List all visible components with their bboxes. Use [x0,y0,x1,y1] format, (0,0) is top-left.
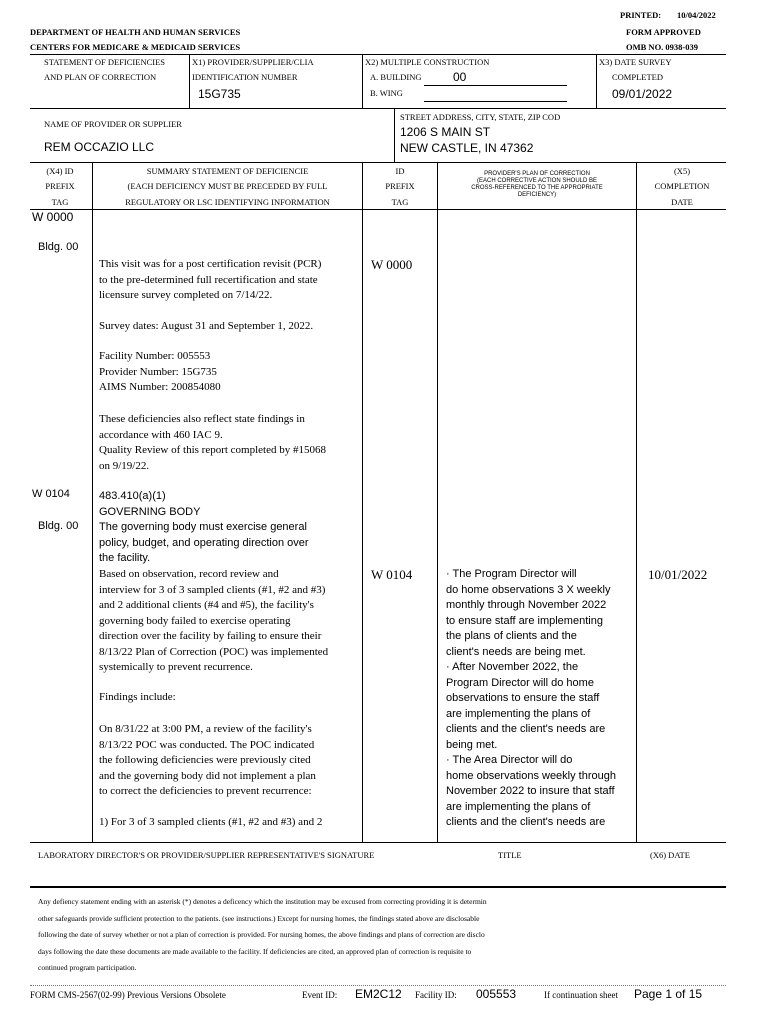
statement-label-2: AND PLAN OF CORRECTION [44,72,157,82]
rule [362,162,363,842]
rule [189,54,190,108]
rule [362,54,363,108]
plan-of-correction-text: · The Program Director will do home observations 3 X weekly monthly through November 2022 to ensure staff are implementing the plans of clients and the client's needs are being met. · After November 2022, the Program Director will do home observations to ensure the staff are implementing the plans of clients and the client's needs are being met. · The Area Director will do home observations weekly through November 2022 to insure that staff are implementing the plans of clients and the client's needs are [446,568,616,828]
event-id-value: EM2C12 [355,987,402,1001]
omb-number: OMB NO. 0938-039 [626,42,699,52]
statement-label: STATEMENT OF DEFICIENCIES [44,57,166,67]
wing-underline [424,101,567,102]
x4-header-3: TAG [51,197,69,207]
x4-header-2: PREFIX [45,181,75,191]
plan-header-line: (EACH CORRECTIVE ACTION SHOULD BE [476,178,598,184]
printed-label: PRINTED: [620,10,662,20]
x4-header: (X4) ID [46,166,74,176]
summary-header-3: REGULATORY OR LSC IDENTIFYING INFORMATION [125,197,330,207]
building-tag: Bldg. 00 [38,520,79,532]
plan-header-line: DEFICIENCY) [517,192,557,198]
plan-header-line: CROSS-REFERENCED TO THE APPROPRIATE [471,185,603,191]
summary-paragraph: Survey dates: August 31 and September 1, 2022. [99,320,314,332]
id-prefix-tag: W 0104 [371,567,413,582]
form-approved: FORM APPROVED [626,27,701,37]
id-header-3: TAG [391,197,409,207]
title-label: TITLE [498,850,522,860]
footnote-line: following the date of survey whether or not a plan of correction is provided. For nursing homes, the above findings and plans of correction are disclo [38,930,485,939]
x5-header: (X5) [673,166,691,176]
footnote-line: days following the date these documents are made available to the facility. If deficiencies are cited, an approved plan of correction is requisite to [38,946,472,956]
rule [30,886,726,888]
building-value: 00 [453,70,467,84]
rule [30,162,726,163]
form-number: FORM CMS-2567(02-99) Previous Versions Obsolete [30,990,226,1000]
page-number: Page 1 of 15 [634,987,703,1001]
completion-date: 10/01/2022 [648,567,708,582]
provider-name-value: REM OCCAZIO LLC [44,140,155,154]
rule [636,162,637,842]
footnote-line: Any defiency statement ending with an asterisk (*) denotes a deficency which the institution may be excused from correcting providing it is determin [38,897,487,906]
rule [30,108,726,109]
prefix-tag: W 0000 [32,210,74,224]
id-header: ID [395,166,405,176]
summary-paragraph: Findings include: [99,691,176,703]
rule [92,162,93,842]
provider-id-value: 15G735 [198,87,241,101]
building-label: A. BUILDING [370,72,422,82]
summary-paragraph: Facility Number: 005553 Provider Number: 15G735 AIMS Number: 200854080 [99,350,221,393]
id-prefix-tag: W 0000 [371,257,413,272]
summary-paragraph: These deficiencies also reflect state findings in accordance with 460 IAC 9. Quality Review of this report completed by #15068 on 9/19/22. [99,413,326,472]
footnote [38,894,728,977]
rule [437,162,438,842]
plan-header [440,171,634,199]
summary-paragraph: Based on observation, record review and interview for 3 of 3 sampled clients (#1, #2 and #3) and 2 additional clients (#4 and #5), the facility's governing body failed to exercise operating direction over the facility by failing to ensure their 8/13/22 Plan of Correction (POC) was implemented systemically to prevent recurrence. [99,568,329,673]
x3-label: X3) DATE SURVEY [599,57,672,67]
building-underline [424,85,567,86]
summary-header-2: (EACH DEFICIENCY MUST BE PRECEDED BY FULL [127,181,328,191]
id-header-2: PREFIX [385,181,415,191]
address-line-1: 1206 S MAIN ST [400,125,491,139]
address-line-2: NEW CASTLE, IN 47362 [400,141,534,155]
footnote-line: other safeguards provide sufficient protection to the patients. (see instructions.) Except for nursing homes, the findings stated above are disclosable [38,913,480,923]
address-label: STREET ADDRESS, CITY, STATE, ZIP COD [400,112,561,122]
summary-paragraph: This visit was for a post certification revisit (PCR) to the pre-determined full recertification and state licensure survey completed on 7/14/22. [99,258,322,301]
rule [30,209,726,210]
survey-date-value: 09/01/2022 [612,87,673,101]
plan-header-line: PROVIDER'S PLAN OF CORRECTION [484,171,590,177]
signature-label: LABORATORY DIRECTOR'S OR PROVIDER/SUPPLIER REPRESENTATIVE'S SIGNATURE [38,850,375,860]
rule [596,54,597,108]
facility-id-label: Facility ID: [415,990,457,1000]
provider-name-label: NAME OF PROVIDER OR SUPPLIER [44,119,182,129]
facility-id-value: 005553 [476,987,517,1001]
department-name: DEPARTMENT OF HEALTH AND HUMAN SERVICES [30,27,241,37]
continuation-label: If continuation sheet [544,990,618,1000]
x2-label: X2) MULTIPLE CONSTRUCTION [365,57,490,67]
regulation-text: 483.410(a)(1) GOVERNING BODY The governing body must exercise general policy, budget, and operating direction over the facility. [99,490,309,564]
centers-name: CENTERS FOR MEDICARE & MEDICAID SERVICES [30,42,241,52]
rule [30,842,726,843]
footnote-line: continued program participation. [38,963,137,972]
x1-label-2: IDENTIFICATION NUMBER [192,72,298,82]
x5-header-2: COMPLETION [654,181,710,191]
rule [394,108,395,162]
prefix-tag: W 0104 [32,488,70,500]
rule [30,985,726,986]
date-label: (X6) DATE [650,850,690,860]
event-id-label: Event ID: [302,990,338,1000]
wing-label: B. WING [370,88,403,98]
building-tag: Bldg. 00 [38,241,79,253]
x3-label-2: COMPLETED [612,72,663,82]
printed-date: 10/04/2022 [677,10,716,20]
summary-paragraph: On 8/31/22 at 3:00 PM, a review of the facility's 8/13/22 POC was conducted. The POC indicated the following deficiencies were previously cited and the governing body did not implement a plan to correct the deficiencies to prevent recurrence: [99,723,316,797]
rule [30,54,726,55]
x1-label: X1) PROVIDER/SUPPLIER/CLIA [192,57,314,67]
x5-header-3: DATE [671,197,693,207]
summary-paragraph: 1) For 3 of 3 sampled clients (#1, #2 and #3) and 2 [99,816,323,828]
summary-header: SUMMARY STATEMENT OF DEFICIENCIE [146,166,309,176]
